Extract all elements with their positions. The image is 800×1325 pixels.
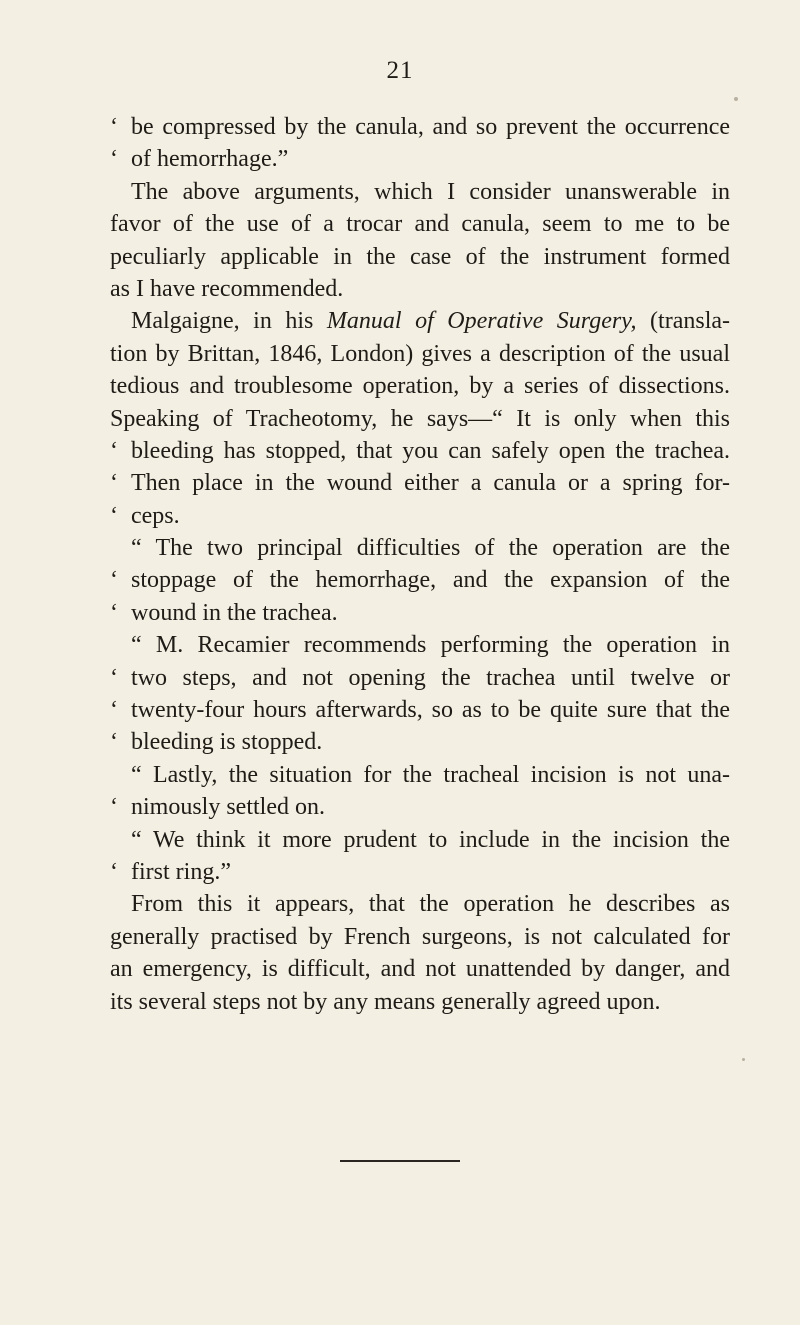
quote-mark: ‘ — [110, 146, 118, 173]
quote-mark: ‘ — [110, 794, 118, 821]
line-text: Malgaigne, in his — [131, 308, 327, 335]
text-line: Speaking of Tracheotomy, he says—“ It is only when this — [110, 405, 730, 432]
page-number: 21 — [386, 57, 414, 84]
text-line — [110, 726, 730, 758]
text-line: tedious and troublesome operation, by a series of dissections. — [110, 373, 730, 400]
text-line: tion by Brittan, 1846, London) gives a description of the usual — [110, 340, 730, 367]
text-line: “ M. Recamier recommends performing the operation in — [131, 632, 730, 659]
quote-mark: ‘ — [110, 664, 118, 691]
text-line — [110, 694, 730, 726]
line-text: bleeding is stopped. — [131, 729, 323, 756]
text-line — [110, 143, 730, 175]
quote-mark: ‘ — [110, 502, 118, 529]
quote-mark: ‘ — [110, 729, 118, 756]
text-line: its several steps not by any means generally agreed upon. — [110, 988, 661, 1015]
text-line: “ We think it more prudent to include in the incision the — [131, 826, 730, 853]
line-text: stoppage of the hemorrhage, and the expansion of the — [131, 567, 730, 594]
quote-mark: ‘ — [110, 567, 118, 594]
text-line — [110, 467, 730, 499]
text-line — [110, 662, 730, 694]
text-line: an emergency, is difficult, and not unattended by danger, and — [110, 956, 730, 983]
text-line: as I have recommended. — [110, 275, 344, 302]
text-line: “ Lastly, the situation for the tracheal incision is not una- — [131, 761, 730, 788]
quote-mark: ‘ — [110, 599, 118, 626]
body-text — [110, 111, 730, 1018]
text-line — [110, 500, 730, 532]
text-line: From this it appears, that the operation he describes as — [131, 891, 730, 918]
text-line — [110, 791, 730, 823]
text-line — [110, 564, 730, 596]
line-text: first ring.” — [131, 858, 231, 885]
line-text: wound in the trachea. — [131, 599, 338, 626]
line-text: bleeding has stopped, that you can safely open the trachea. — [131, 437, 730, 464]
line-text: of hemorrhage.” — [131, 146, 289, 173]
quote-mark: ‘ — [110, 697, 118, 724]
line-text: (transla- — [636, 308, 731, 335]
text-line: favor of the use of a trocar and canula, seem to me to be — [110, 211, 730, 238]
quote-mark: ‘ — [110, 858, 118, 885]
line-text: ceps. — [131, 502, 180, 529]
paper-speck — [734, 97, 738, 101]
text-line — [110, 856, 730, 888]
text-line: The above arguments, which I consider unanswerable in — [131, 178, 730, 205]
text-line — [110, 305, 730, 337]
quote-mark: ‘ — [110, 437, 118, 464]
paper-speck — [742, 1058, 745, 1061]
end-rule — [340, 1160, 460, 1162]
text-line — [110, 597, 730, 629]
text-line — [110, 435, 730, 467]
line-text: be compressed by the canula, and so prevent the occurrence — [131, 114, 730, 140]
quote-mark: ‘ — [110, 114, 118, 140]
line-text: two steps, and not opening the trachea until twelve or — [131, 664, 730, 691]
line-text: twenty-four hours afterwards, so as to be quite sure that the — [131, 697, 730, 724]
text-line: peculiarly applicable in the case of the instrument formed — [110, 243, 730, 270]
text-line — [110, 111, 730, 143]
line-text: Then place in the wound either a canula or a spring for- — [131, 470, 730, 497]
line-text: nimously settled on. — [131, 794, 325, 821]
text-line: “ The two principal difficulties of the operation are the — [131, 535, 730, 562]
text-line: generally practised by French surgeons, is not calculated for — [110, 923, 730, 950]
quote-mark: ‘ — [110, 470, 118, 497]
book-title-italic: Manual of Operative Surgery, — [326, 308, 637, 335]
